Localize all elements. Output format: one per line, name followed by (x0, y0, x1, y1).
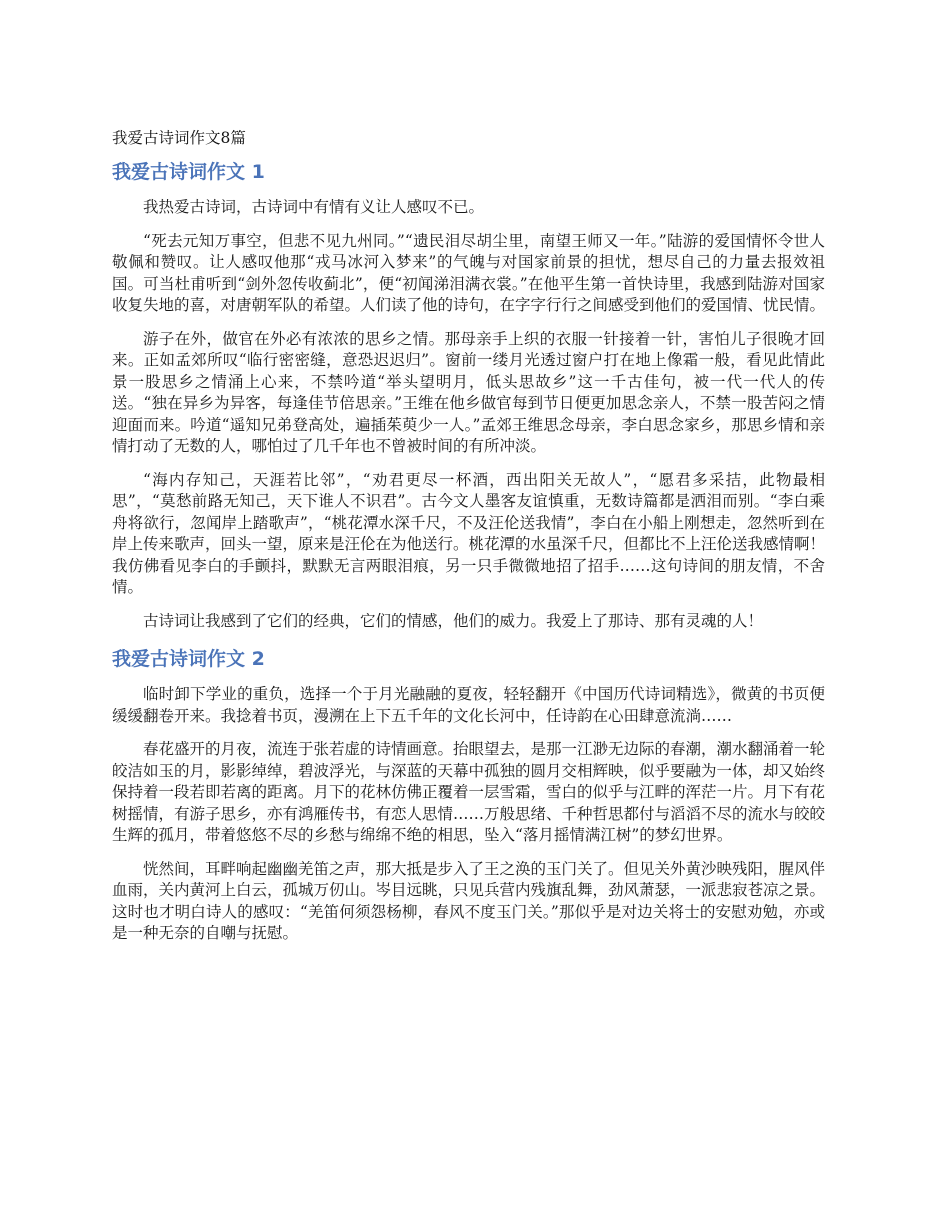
paragraph: 恍然间，耳畔响起幽幽羌笛之声，那大抵是步入了王之涣的玉门关了。但见关外黄沙映残阳，腥风伴血雨，关内黄河上白云，孤城万仞山。岑目远眺，只见兵营内残旗乱舞，劲风萧瑟，一派悲寂苍凉之景。这时也才明白诗人的感叹：“羌笛何须怨杨柳，春风不度玉门关。”那似乎是对边关将士的安慰劝勉，亦或是一种无奈的自嘲与抚慰。 (112, 859, 826, 942)
essay-section-1 (112, 159, 825, 632)
essay-section-2 (112, 646, 825, 945)
paragraph: 游子在外，做官在外必有浓浓的思乡之情。那母亲手上织的衣服一针接着一针，害怕儿子很晚才回来。正如孟郊所叹“临行密密缝，意恐迟迟归”。窗前一缕月光透过窗户打在地上像霜一般，看见此情此景一股思乡之情涌上心来，不禁吟道“举头望明月，低头思故乡”这一千古佳句，被一代一代人的传送。“独在异乡为异客，每逢佳节倍思亲。”王维在他乡做官每到节日便更加思念亲人，不禁一股苦闷之情迎面而来。吟道“遥知兄弟登高处，遍插茱萸少一人。”孟郊王维思念母亲，李白思念家乡，那思乡情和亲情打动了无数的人，哪怕过了几千年也不曾被时间的有所冲淡。 (112, 329, 825, 455)
paragraph: 临时卸下学业的重负，选择一个于月光融融的夏夜，轻轻翻开《中国历代诗词精选》，微黄的书页便缓缓翻卷开来。我捻着书页，漫溯在上下五千年的文化长河中，任诗韵在心田肆意流淌…… (112, 685, 825, 725)
paragraph: “海内存知己，天涯若比邻”，“劝君更尽一杯酒，西出阳关无故人”，“愿君多采拮，此物最相思”，“莫愁前路无知己，天下谁人不识君”。古今文人墨客友谊慎重，无数诗篇都是洒泪而别。“李白乘舟将欲行，忽闻岸上踏歌声”，“桃花潭水深千尺，不及汪伦送我情”，李白在小船上刚想走，忽然听到在岸上传来歌声，回头一望，原来是汪伦在为他送行。桃花潭的水虽深千尺，但都比不上汪伦送我感情啊！我仿佛看见李白的手颤抖，默默无言两眼泪痕，另一只手微微地招了招手……这句诗间的朋友情，不舍情。 (112, 470, 826, 596)
paragraph: 我热爱古诗词，古诗词中有情有义让人感叹不已。 (143, 198, 485, 216)
section-heading: 我爱古诗词作文 1 (112, 161, 265, 183)
paragraph: “死去元知万事空，但悲不见九州同。”“遗民泪尽胡尘里，南望王师又一年。”陆游的爱国情怀令世人敬佩和赞叹。让人感叹他那“戎马冰河入梦来”的气魄与对国家前景的担忧，想尽自己的力量去报效祖国。可当杜甫听到“剑外忽传收蓟北”，便“初闻涕泪满衣裳。”在他平生第一首快诗里，我感到陆游对国家收复失地的喜，对唐朝军队的希望。人们读了他的诗句，在字字行行之间感受到他们的爱国情、忧民情。 (112, 231, 826, 314)
paragraph: 古诗词让我感到了它们的经典，它们的情感，他们的威力。我爱上了那诗、那有灵魂的人！ (143, 611, 764, 630)
paragraph: 春花盛开的月夜，流连于张若虚的诗情画意。抬眼望去，是那一江渺无边际的春潮，潮水翻涌着一轮皎洁如玉的月，影影绰绰，碧波浮光，与深蓝的天幕中孤独的圆月交相辉映，似乎要融为一体，却又始终保持着一段若即若离的距离。月下的花林仿佛正覆着一层雪霜，雪白的似乎与江畔的浑茫一片。月下有花树摇情，有游子思乡，亦有鸿雁传书，有恋人思情……万般思绪、千种哲思都付与滔滔不尽的流水与皎皎生辉的孤月，带着悠悠不尽的乡愁与绵绵不绝的相思，坠入“落月摇情满江树”的梦幻世界。 (112, 740, 826, 844)
section-heading: 我爱古诗词作文 2 (112, 648, 265, 670)
document-title: 我爱古诗词作文8篇 (112, 129, 246, 147)
